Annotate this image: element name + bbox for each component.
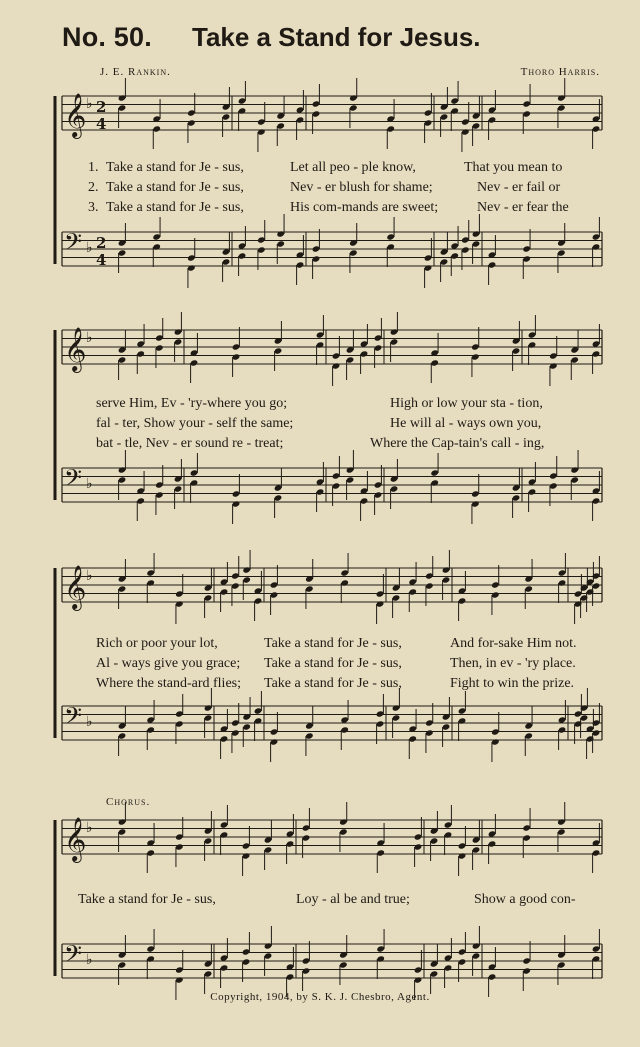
- bass-clef: 𝄢: [64, 702, 83, 735]
- lyric-segment: Nev - er fear the: [477, 200, 569, 215]
- chorus-label: Chorus.: [106, 796, 151, 808]
- lyric-segment: His com-mands are sweet;: [290, 200, 439, 215]
- verse-number: 1.: [88, 160, 99, 175]
- bass-clef: 𝄢: [64, 464, 83, 497]
- lyric-segment: Nev - er fail or: [477, 180, 561, 195]
- lyric-segment: That you mean to: [464, 160, 563, 175]
- hymn-number: No. 50.: [62, 22, 152, 52]
- key-signature-flat: ♭: [86, 96, 93, 112]
- copyright-notice: Copyright, 1904, by S. K. J. Chesbro, Agent.: [210, 991, 430, 1003]
- author-credit: J. E. Rankin.: [100, 66, 171, 78]
- lyric-segment: Take a stand for Je - sus,: [264, 636, 402, 651]
- lyric-segment: And for-sake Him not.: [450, 636, 577, 651]
- lyric-segment: He will al - ways own you,: [390, 416, 542, 431]
- time-signature: 4: [96, 115, 107, 133]
- lyric-segment: Take a stand for Je - sus,: [106, 180, 244, 195]
- bass-clef: 𝄢: [64, 228, 83, 261]
- lyric-segment: Nev - er blush for shame;: [290, 180, 433, 195]
- lyric-segment: Let all peo - ple know,: [290, 160, 416, 175]
- lyric-segment: serve Him, Ev - 'ry-where you go;: [96, 396, 288, 411]
- key-signature-flat: ♭: [86, 476, 93, 492]
- lyric-segment: Where the Cap-tain's call - ing,: [370, 436, 545, 451]
- key-signature-flat: ♭: [86, 240, 93, 256]
- bass-clef: 𝄢: [64, 940, 83, 973]
- key-signature-flat: ♭: [86, 952, 93, 968]
- lyric-segment: Fight to win the prize.: [450, 676, 575, 691]
- lyric-segment: fal - ter, Show your - self the same;: [96, 416, 294, 431]
- verse-number: 3.: [88, 200, 99, 215]
- lyric-segment: Show a good con-: [474, 892, 576, 907]
- lyric-segment: Take a stand for Je - sus,: [106, 200, 244, 215]
- treble-clef: 𝄞: [64, 817, 87, 861]
- key-signature-flat: ♭: [86, 568, 93, 584]
- time-signature: 2: [96, 234, 107, 252]
- treble-clef: 𝄞: [64, 327, 87, 371]
- time-signature: 4: [96, 251, 107, 269]
- hymn-title: Take a Stand for Jesus.: [192, 22, 481, 52]
- key-signature-flat: ♭: [86, 820, 93, 836]
- lyric-segment: High or low your sta - tion,: [390, 396, 543, 411]
- lyric-segment: Take a stand for Je - sus,: [264, 676, 402, 691]
- treble-clef: 𝄞: [64, 565, 87, 609]
- key-signature-flat: ♭: [86, 330, 93, 346]
- composer-credit: Thoro Harris.: [520, 66, 600, 78]
- lyric-segment: Take a stand for Je - sus,: [78, 892, 216, 907]
- lyric-segment: Then, in ev - 'ry place.: [450, 656, 576, 671]
- treble-clef: 𝄞: [64, 93, 87, 137]
- lyric-segment: bat - tle, Nev - er sound re - treat;: [96, 436, 284, 451]
- lyric-segment: Where the stand-ard flies;: [96, 676, 241, 691]
- lyric-segment: Loy - al be and true;: [296, 892, 410, 907]
- key-signature-flat: ♭: [86, 714, 93, 730]
- time-signature: 2: [96, 98, 107, 116]
- lyric-segment: Rich or poor your lot,: [96, 636, 218, 651]
- lyric-segment: Al - ways give you grace;: [96, 656, 241, 671]
- verse-number: 2.: [88, 180, 99, 195]
- lyric-segment: Take a stand for Je - sus,: [264, 656, 402, 671]
- lyric-segment: Take a stand for Je - sus,: [106, 160, 244, 175]
